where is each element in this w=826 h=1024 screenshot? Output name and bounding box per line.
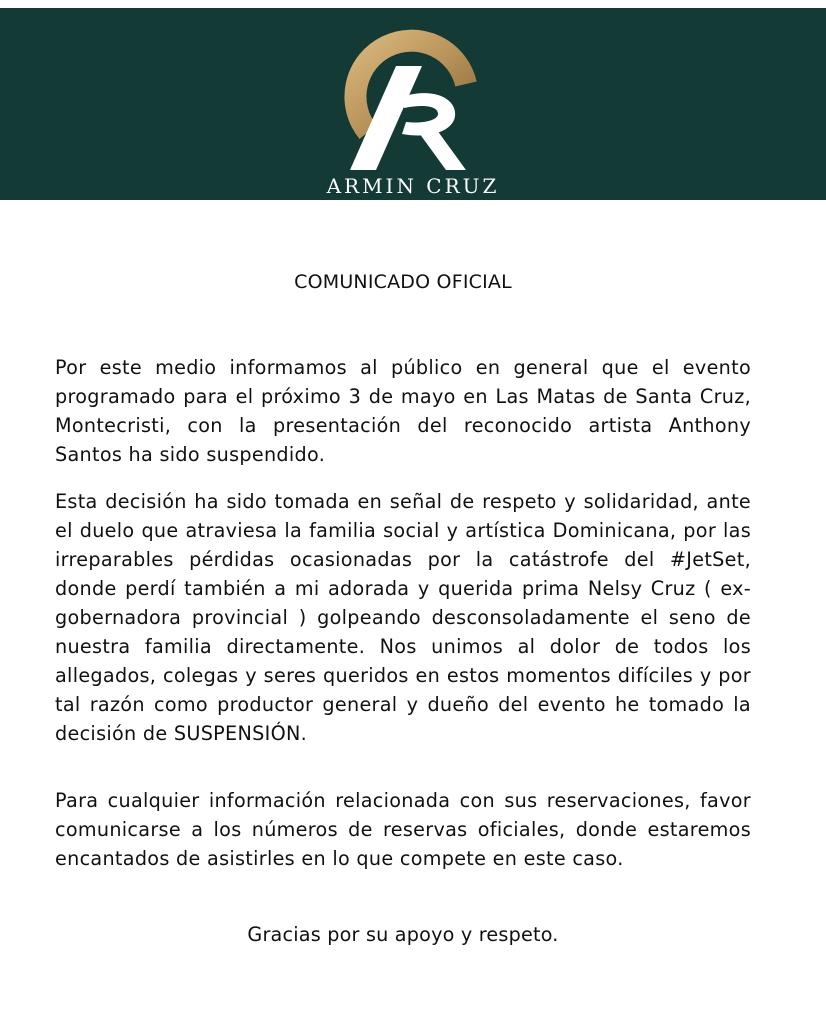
header-banner bbox=[0, 8, 826, 200]
closing-thanks: Gracias por su apoyo y respeto. bbox=[247, 923, 559, 946]
paragraph-reservations: Para cualquier información relacionada con sus reservaciones, favor comunicarse a los números de reservas oficiales, donde estaremos encantados de asistirles en lo que compete en este caso. bbox=[55, 789, 751, 870]
ac-monogram-logo bbox=[338, 26, 484, 180]
paragraph-announcement: Por este medio informamos al público en general que el evento programado para el próximo 3 de mayo en Las Matas de Santa Cruz, Montecristi, con la presentación del reconocido artista Anthony Santos ha sido suspendido. bbox=[55, 356, 751, 466]
document-title: COMUNICADO OFICIAL bbox=[294, 271, 512, 293]
paragraph-reason: Esta decisión ha sido tomada en señal de respeto y solidaridad, ante el duelo que atraviesa la familia social y artística Dominicana, por las irreparables pérdidas ocasionadas por la catástrofe del #JetSet, donde perdí también a mi adorada y querida prima Nelsy Cruz ( ex-gobernadora provincial ) golpeando desconsoladamente el seno de nuestra familia directamente. Nos unimos al dolor de todos los allegados, colegas y seres queridos en estos momentos difíciles y por tal razón como productor general y dueño del evento he tomado la decisión de SUSPENSIÓN. bbox=[55, 490, 751, 745]
brand-name: ARMIN CRUZ bbox=[326, 174, 500, 198]
